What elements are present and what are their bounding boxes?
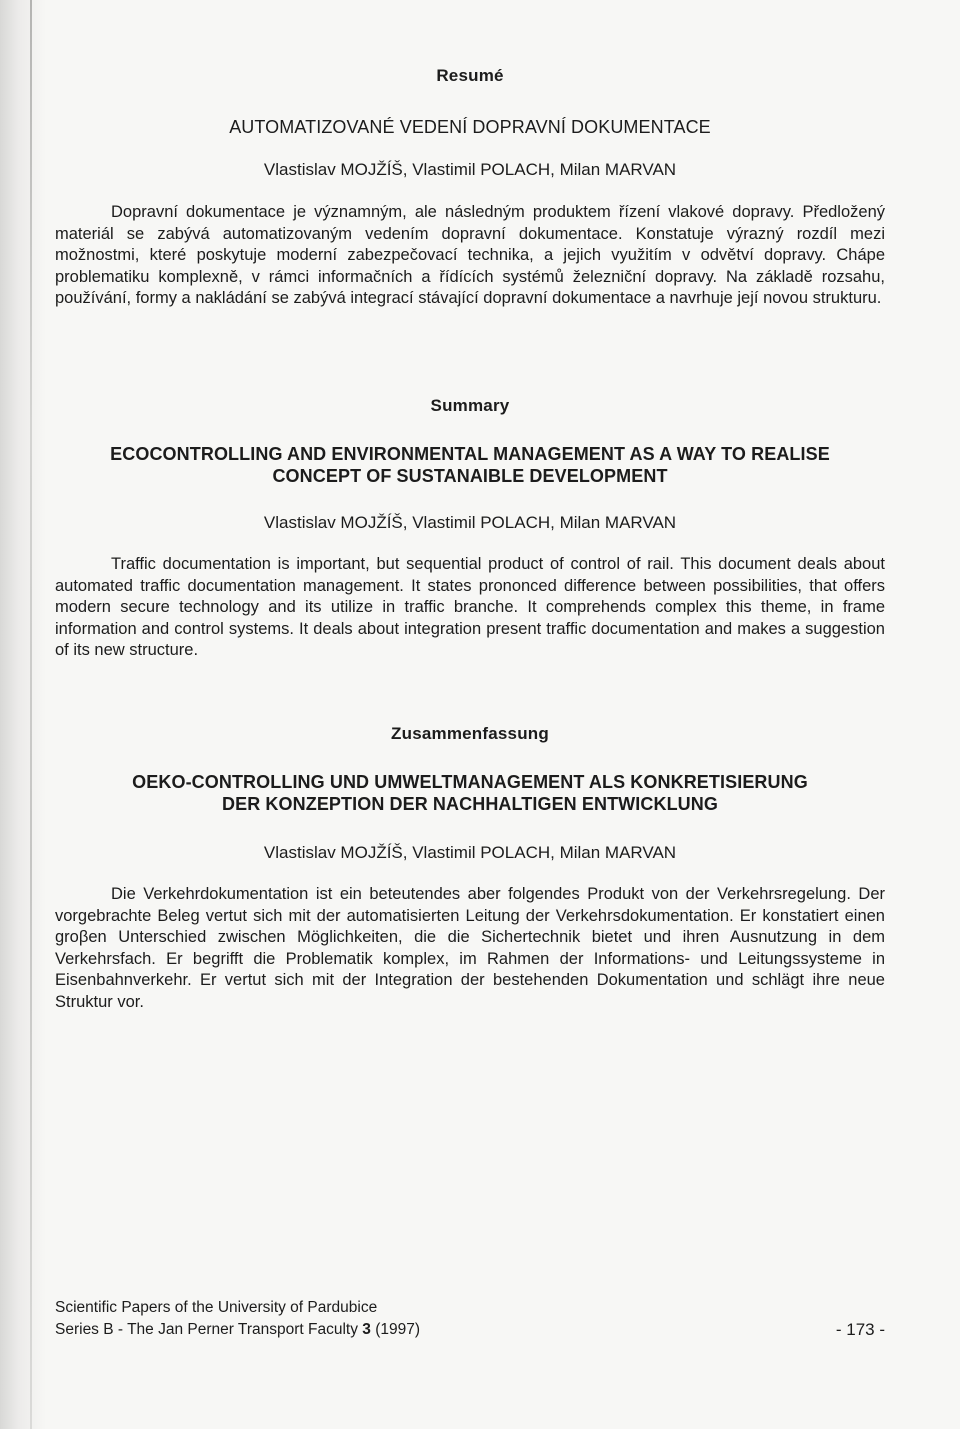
resume-authors: Vlastislav MOJŽÍŠ, Vlastimil POLACH, Milan MARVAN <box>263 160 677 179</box>
scan-binding-shadow <box>0 0 46 1429</box>
page-footer <box>55 1297 885 1341</box>
zusammenfassung-authors: Vlastislav MOJŽÍŠ, Vlastimil POLACH, Milan MARVAN <box>263 843 677 862</box>
summary-heading: Summary <box>430 396 510 415</box>
scan-binding-line <box>30 0 32 1429</box>
summary-title-line1: ECOCONTROLLING AND ENVIRONMENTAL MANAGEMENT AS A WAY TO REALISE <box>110 444 830 464</box>
zusammenfassung-title <box>55 771 885 815</box>
zusammenfassung-title-line2: DER KONZEPTION DER NACHHALTIGEN ENTWICKLUNG <box>222 794 718 814</box>
footer-series-text: Series B - The Jan Perner Transport Faculty <box>55 1321 363 1338</box>
zusammenfassung-heading: Zusammenfassung <box>391 724 549 743</box>
summary-title-line2: CONCEPT OF SUSTANAIBLE DEVELOPMENT <box>272 466 668 486</box>
summary-authors: Vlastislav MOJŽÍŠ, Vlastimil POLACH, Milan MARVAN <box>263 513 677 532</box>
resume-title: AUTOMATIZOVANÉ VEDENÍ DOPRAVNÍ DOKUMENTACE <box>229 117 711 137</box>
resume-paragraph: Dopravní dokumentace je významným, ale následným produktem řízení vlakové dopravy. Předložený materiál se zabývá automatizovaným vedením dopravní dokumentace. Konstatuje výrazný rozdíl mezi možnostmi, které poskytuje moderní zabezpečovací technika, a jejich využitím v odvětví dopravy. Chápe problematiku komplexně, v rámci informačních a řídících systémů železniční dopravy. Na základě rozsahu, používání, formy a nakládání se zabývá integrací stávající dopravní dokumentace a navrhuje její novou strukturu. <box>55 203 885 307</box>
zusammenfassung-title-line1: OEKO-CONTROLLING UND UMWELTMANAGEMENT ALS KONKRETISIERUNG <box>132 772 808 792</box>
summary-paragraph: Traffic documentation is important, but sequential product of control of rail. This document deals about automated traffic documentation management. It states prononced difference between possibilities, that offers modern secure technology and its utilize in traffic branche. It comprehends complex this theme, in frame information and control systems. It deals about integration present traffic documentation and makes a suggestion of its new structure. <box>55 555 885 659</box>
summary-title <box>55 443 885 487</box>
zusammenfassung-paragraph: Die Verkehrdokumentation ist ein beteutendes aber folgendes Produkt von der Verkehrsregelung. Der vorgebrachte Beleg vertut sich mit der automatisierten Leitung der Verkehrsdokumentation. Er konstatiert einen groβen Unterschied zwischen Möglichkeiten, die die Sichertechnik bietet und ihren Ausnutzung in dem Verkehrsfach. Er begrifft die Problematik komplex, im Rahmen der Informations- und Leitungssysteme in Eisenbahnverkehr. Er vertut sich mit der Integration der bestehenden Dokumentation und schlägt ihre neue Struktur vor. <box>55 885 885 1011</box>
footer-series-line <box>55 1319 885 1341</box>
resume-heading: Resumé <box>436 66 504 85</box>
footer-journal-line: Scientific Papers of the University of Pardubice <box>55 1299 378 1316</box>
page-number: - 173 - <box>835 1320 885 1339</box>
footer-year: (1997) <box>370 1321 421 1338</box>
footer-volume: 3 <box>362 1321 371 1338</box>
